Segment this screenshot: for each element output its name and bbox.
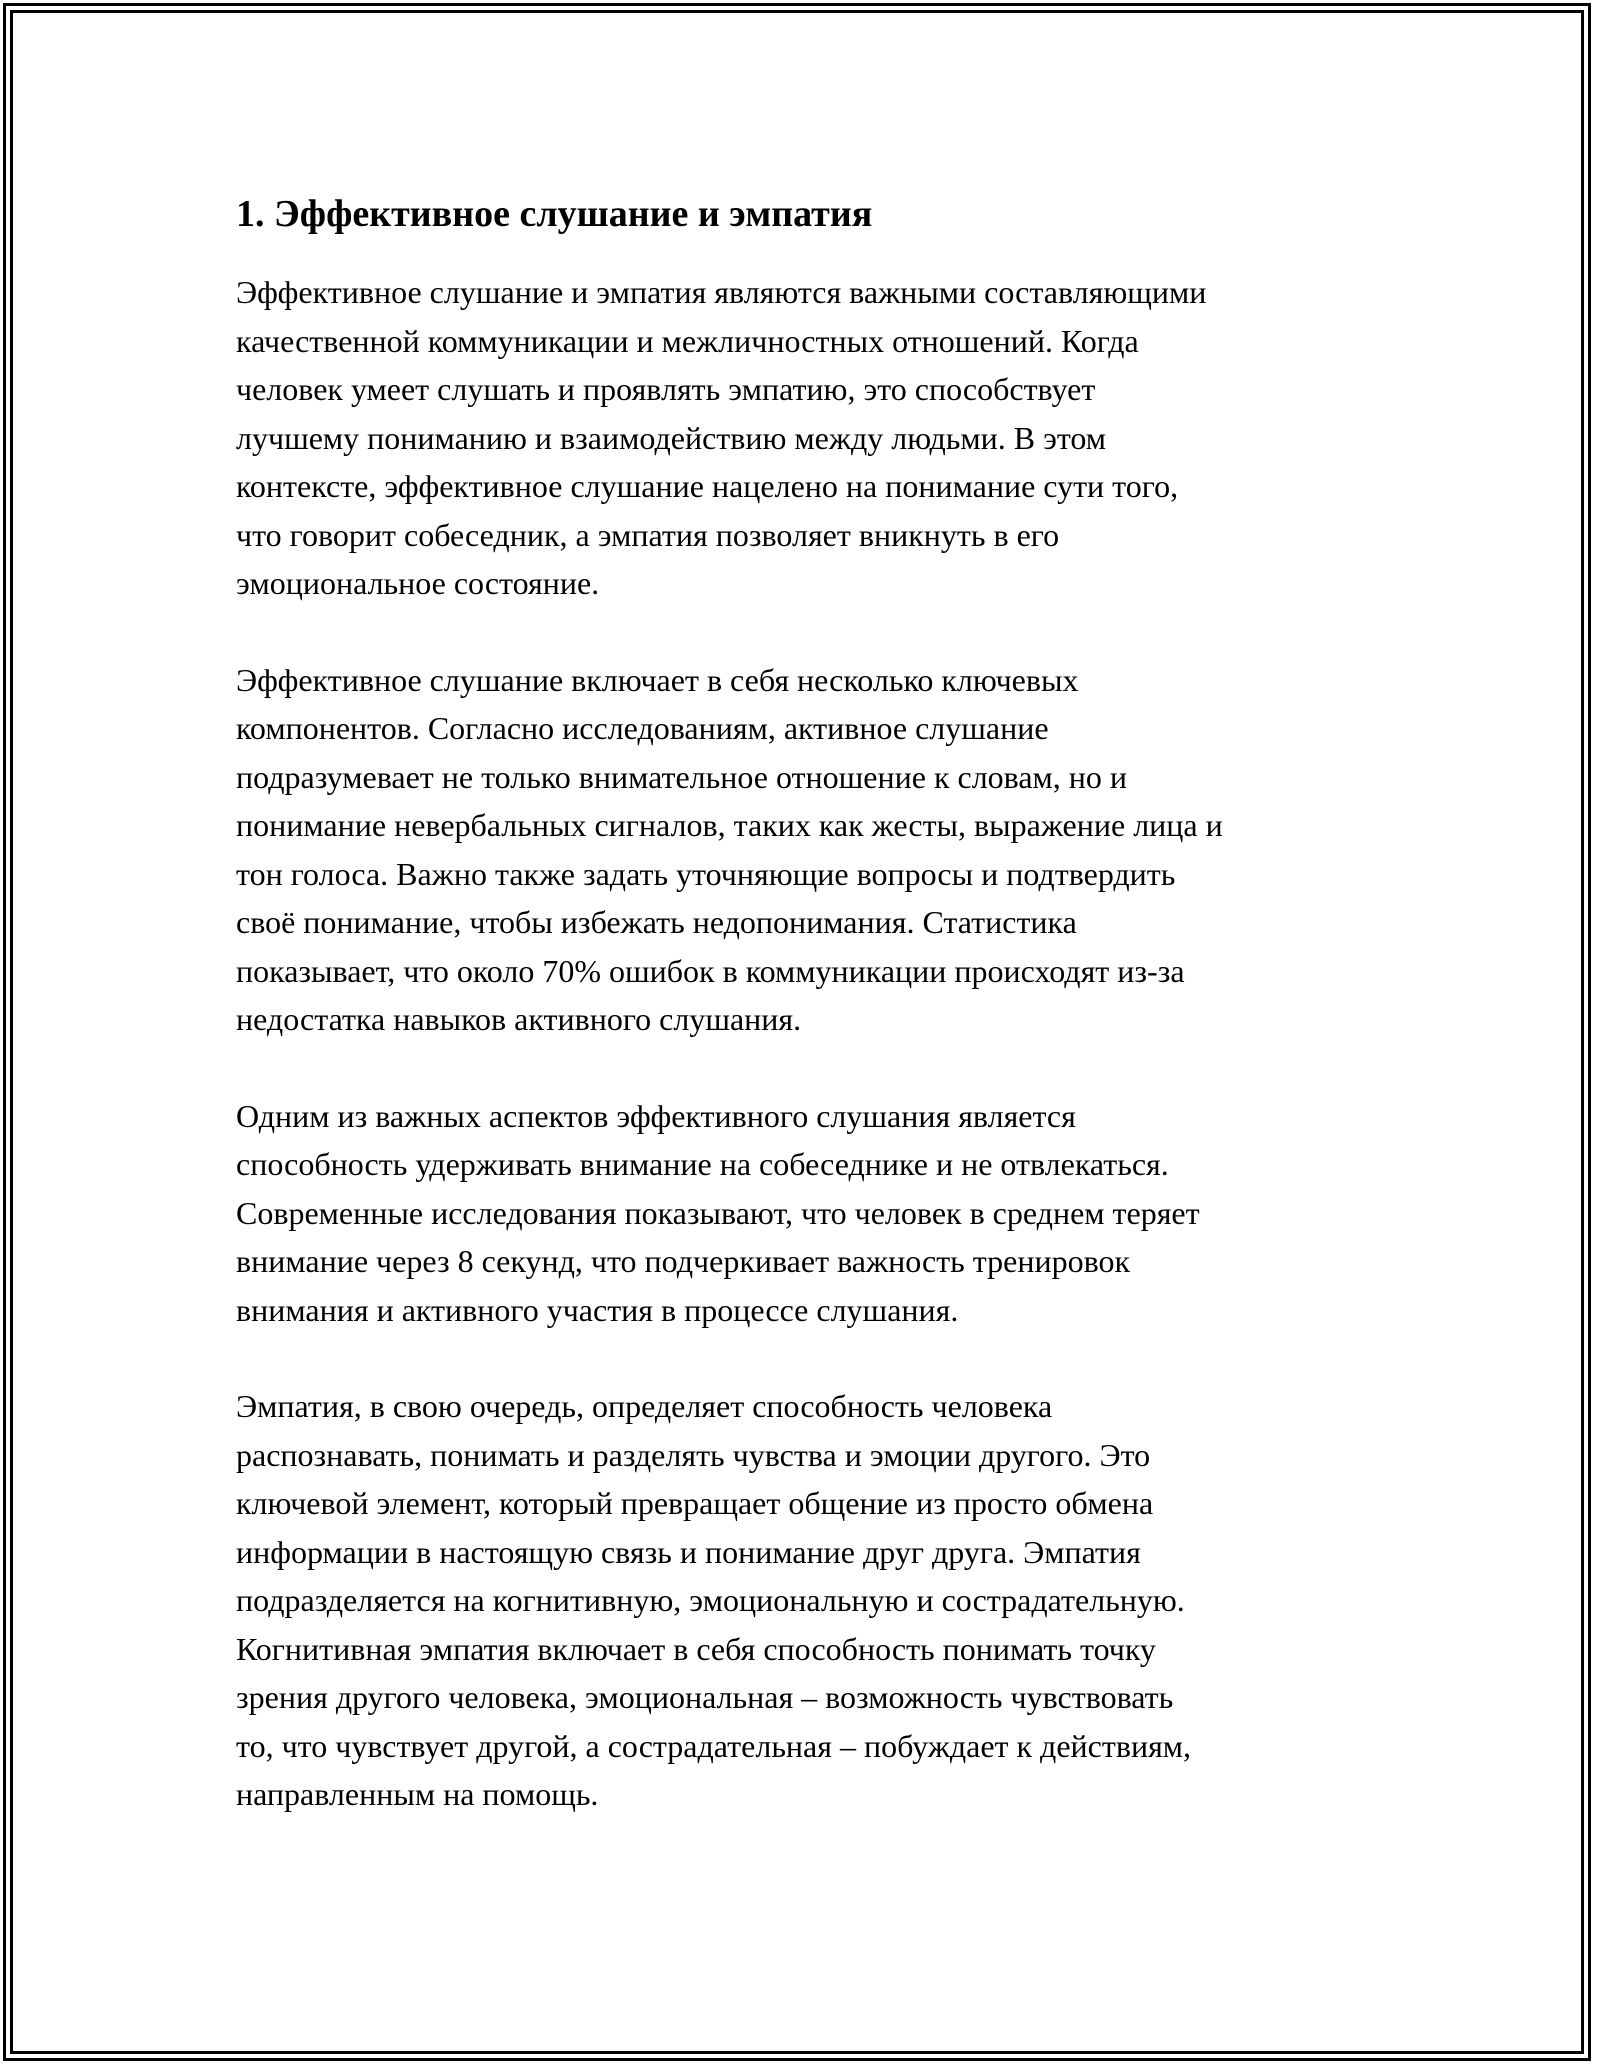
text-line: тон голоса. Важно также задать уточняющие вопросы и подтвердить (236, 855, 1176, 892)
paragraph-list (236, 268, 1376, 1819)
text-line: информации в настоящую связь и понимание друг друга. Эмпатия (236, 1533, 1141, 1570)
text-line: Эффективное слушание включает в себя несколько ключевых (236, 661, 1079, 698)
section-heading: 1. Эффективное слушание и эмпатия (236, 193, 873, 235)
text-line: компонентов. Согласно исследованиям, активное слушание (236, 710, 1049, 746)
text-line: направленным на помощь. (236, 1776, 599, 1812)
text-line: Эмпатия, в свою очередь, определяет способность человека (236, 1388, 1053, 1424)
text-line: понимание невербальных сигналов, таких как жесты, выражение лица и (236, 807, 1223, 843)
text-line: эмоциональное состояние. (236, 565, 600, 601)
text-line: подразделяется на когнитивную, эмоциональную и сострадательную. (236, 1582, 1185, 1618)
text-line: качественной коммуникации и межличностных отношений. Когда (236, 322, 1139, 359)
paragraph (236, 656, 1376, 1044)
text-line: подразумевает не только внимательное отношение к словам, но и (236, 758, 1128, 795)
paragraph (236, 268, 1376, 608)
text-line: что говорит собеседник, а эмпатия позволяет вникнуть в его (236, 516, 1060, 553)
text-line: Эффективное слушание и эмпатия являются важными составляющими (236, 274, 1207, 310)
text-line: недостатка навыков активного слушания. (236, 1001, 802, 1037)
paragraph (236, 1092, 1376, 1335)
text-line: Когнитивная эмпатия включает в себя способность понимать точку (236, 1630, 1156, 1667)
text-line: своё понимание, чтобы избежать недопонимания. Статистика (236, 904, 1077, 940)
text-line: внимания и активного участия в процессе слушания. (236, 1291, 959, 1328)
text-line: показывает, что около 70% ошибок в коммуникации происходят из-за (236, 952, 1185, 989)
text-line: внимание через 8 секунд, что подчеркивает важность тренировок (236, 1243, 1131, 1279)
document-body (236, 190, 1376, 1867)
paragraph (236, 1382, 1376, 1819)
text-line: человек умеет слушать и проявлять эмпатию, это способствует (236, 371, 1096, 407)
text-line: способность удерживать внимание на собеседнике и не отвлекаться. (236, 1146, 1169, 1182)
text-line: зрения другого человека, эмоциональная – возможность чувствовать (236, 1679, 1174, 1715)
text-line: лучшему пониманию и взаимодействию между людьми. В этом (236, 419, 1107, 456)
text-line: Одним из важных аспектов эффективного слушания является (236, 1097, 1076, 1134)
text-line: Современные исследования показывают, что человек в среднем теряет (236, 1194, 1200, 1231)
text-line: контексте, эффективное слушание нацелено на понимание сути того, (236, 468, 1179, 504)
text-line: распознавать, понимать и разделять чувства и эмоции другого. Это (236, 1436, 1151, 1473)
text-line: то, что чувствует другой, а сострадательная – побуждает к действиям, (236, 1727, 1192, 1764)
text-line: ключевой элемент, который превращает общение из просто обмена (236, 1485, 1154, 1521)
